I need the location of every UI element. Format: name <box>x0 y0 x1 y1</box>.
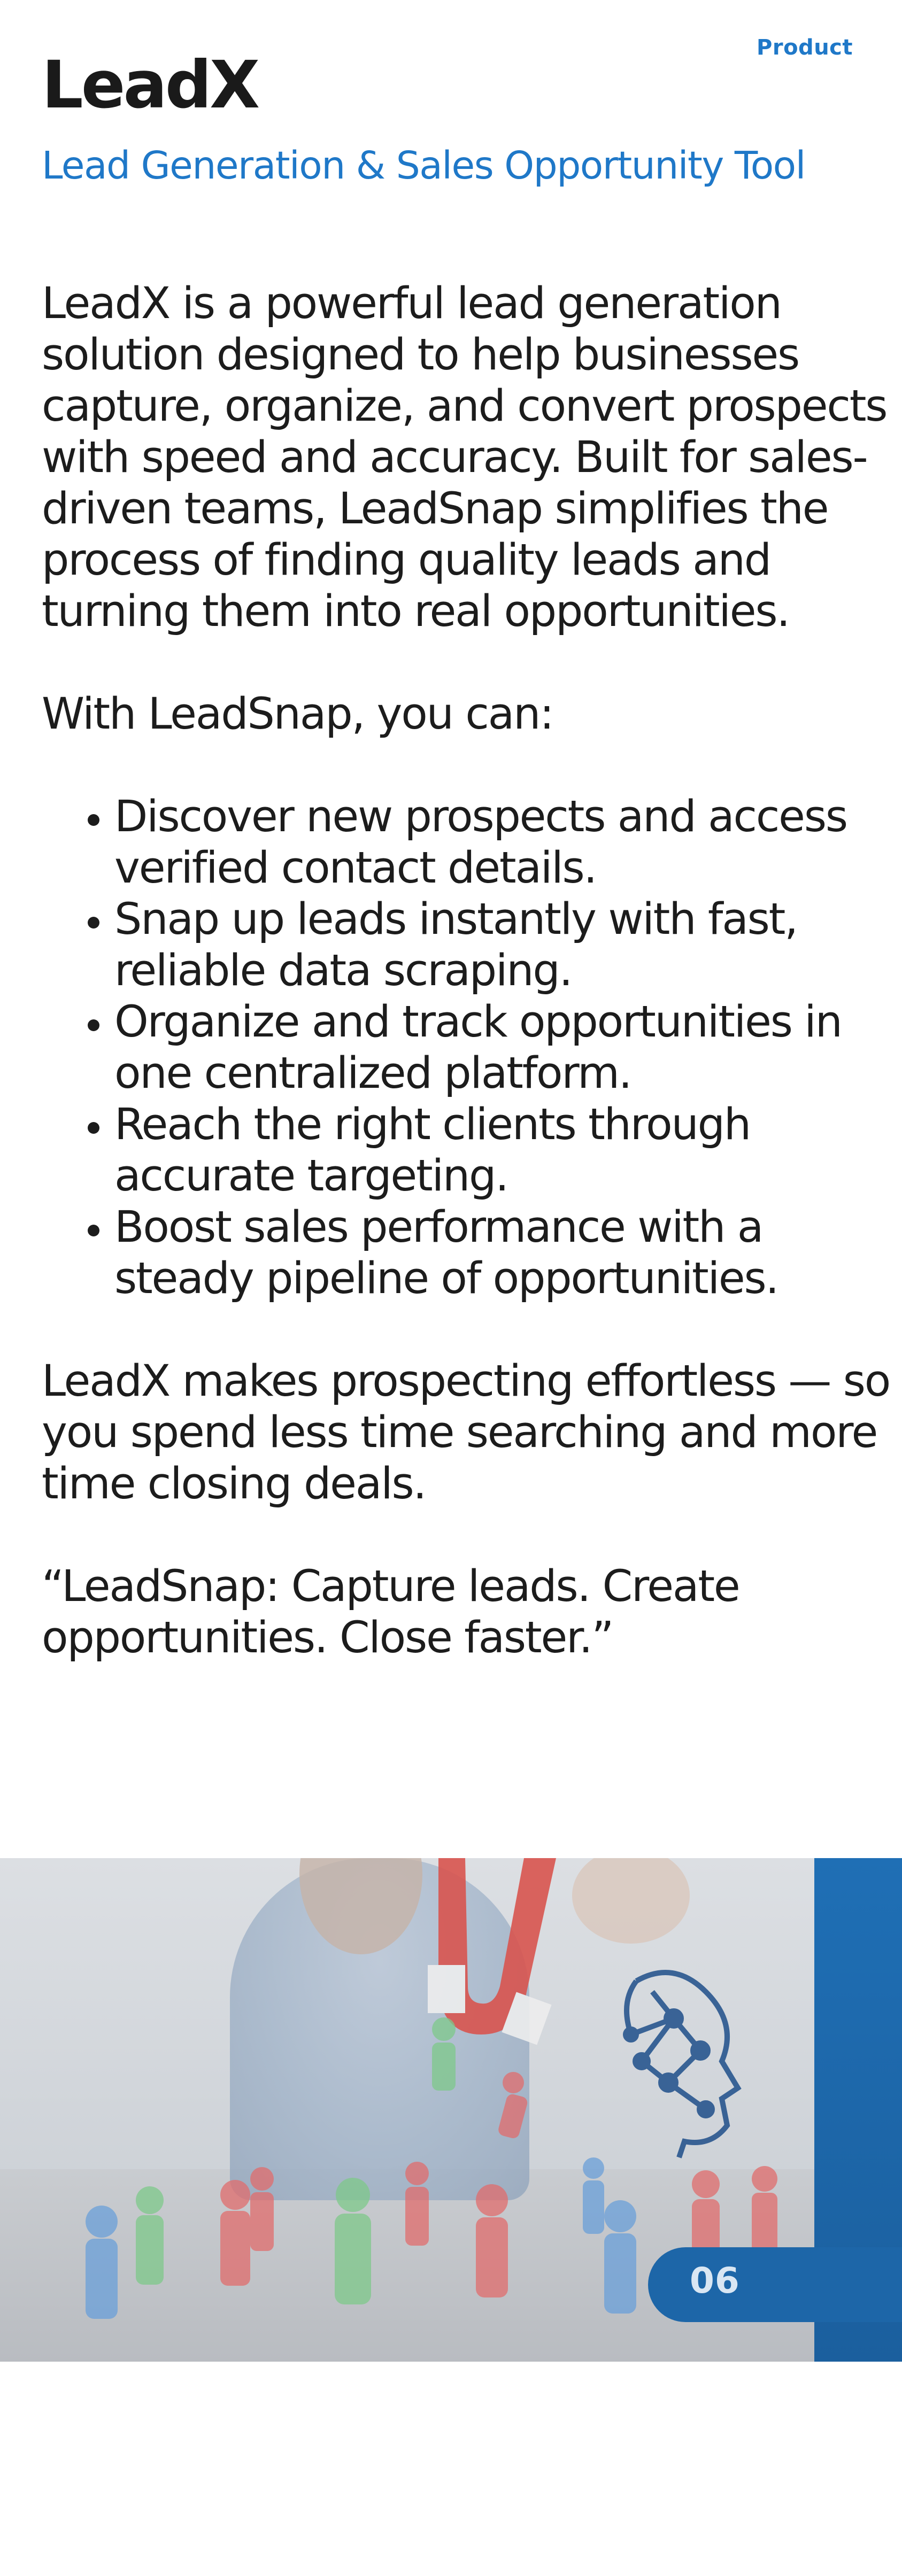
list-item: • Boost sales performance with a steady pipeline of opportunities. <box>114 1202 897 1304</box>
category-label: Product <box>757 35 853 60</box>
list-intro: With LeadSnap, you can: <box>42 689 553 739</box>
list-item: • Reach the right clients through accurate targeting. <box>114 1099 897 1202</box>
page-subtitle: Lead Generation & Sales Opportunity Tool <box>42 143 805 188</box>
body-text <box>42 278 897 1715</box>
page-number: 06 <box>690 2260 740 2301</box>
hero-image <box>0 1858 902 2362</box>
list-item: • Organize and track opportunities in one centralized platform. <box>114 996 897 1099</box>
feature-list <box>42 791 897 1304</box>
list-item: • Discover new prospects and access verified contact details. <box>114 791 897 894</box>
ai-brain-network-icon <box>626 1972 738 2157</box>
page-number-badge <box>648 2247 902 2322</box>
list-item: • Snap up leads instantly with fast, reliable data scraping. <box>114 894 897 996</box>
intro-paragraph: LeadX is a powerful lead generation solution designed to help businesses capture, organize, and convert prospects with speed and accuracy. Built for sales-driven teams, LeadSnap simplifies the process of finding quality leads and turning them into real opportunities. <box>42 279 887 637</box>
tagline: “LeadSnap: Capture leads. Create opportunities. Close faster.” <box>42 1561 739 1663</box>
closing-paragraph: LeadX makes prospecting effortless — so you spend less time searching and more time closing deals. <box>42 1356 890 1509</box>
magnet-icon <box>428 1858 690 2045</box>
page-title: LeadX <box>42 47 258 123</box>
